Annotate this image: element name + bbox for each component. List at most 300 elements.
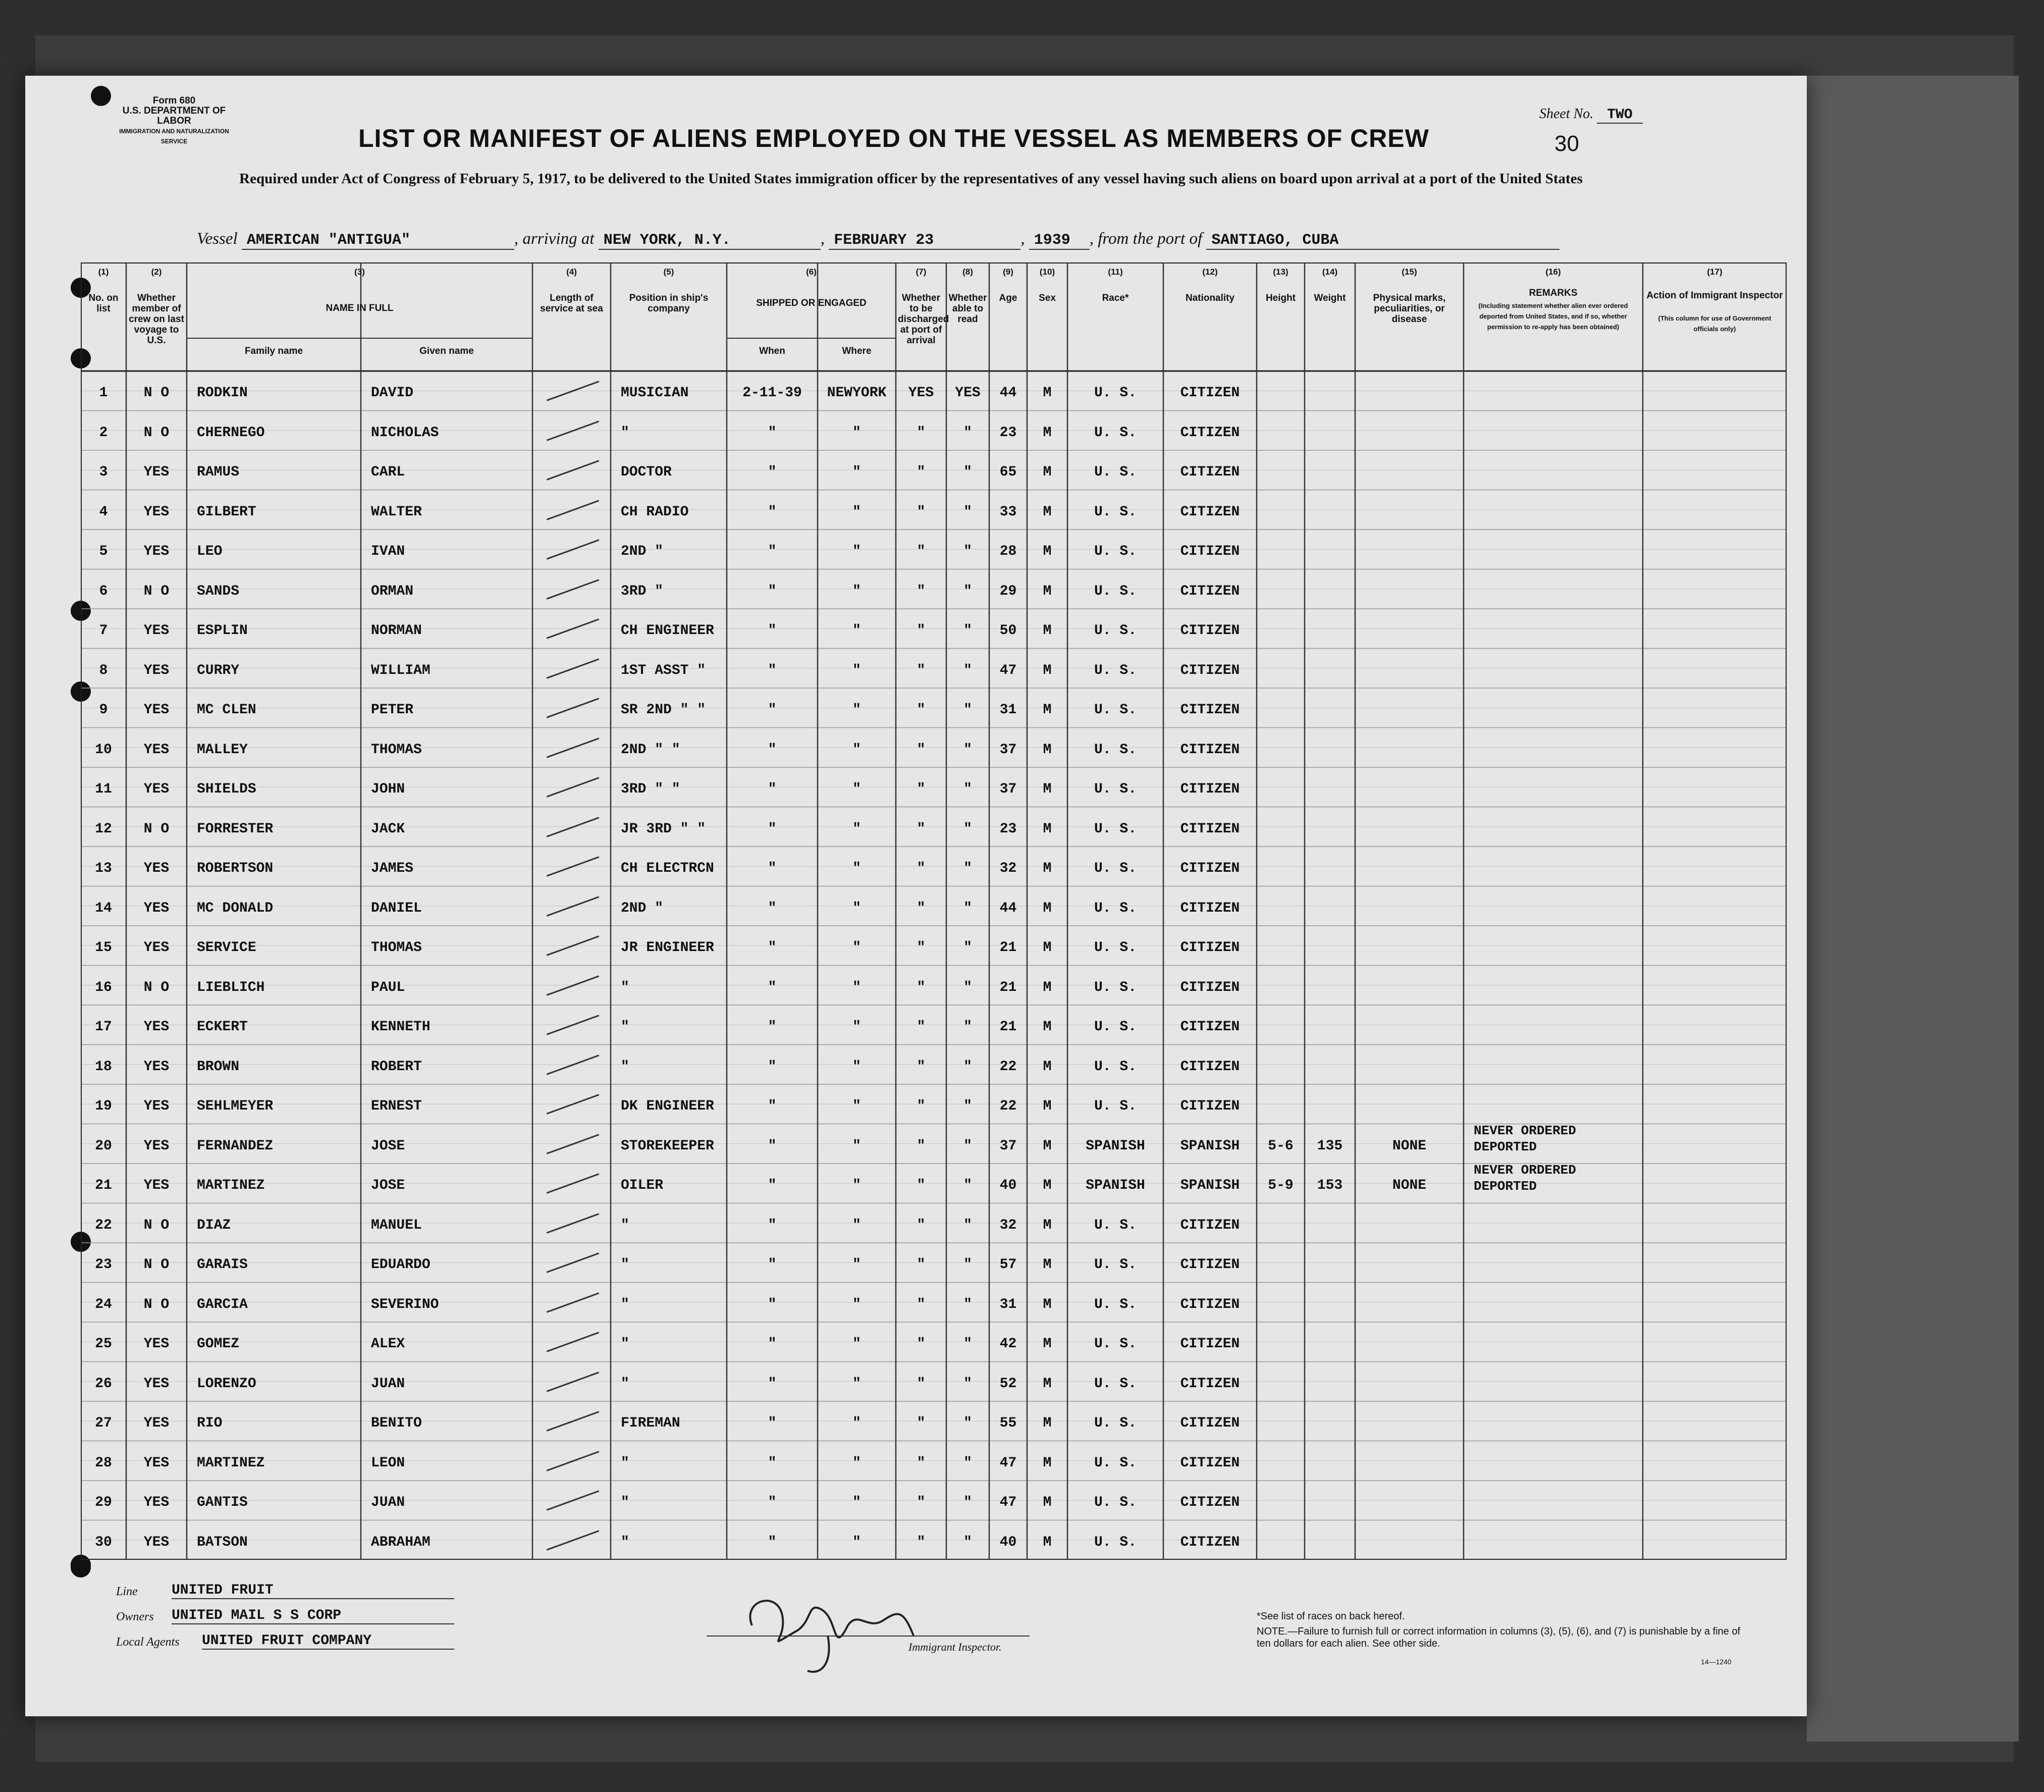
cell-sex: M	[1043, 702, 1052, 718]
column-header-remarks-note: (Including statement whether alien ever ordered deported from United States, and if so, whether permission to re-apply has been obtained)	[1478, 302, 1628, 331]
cell-when: "	[768, 1178, 777, 1193]
cell-position: CH RADIO	[621, 504, 689, 520]
cell-nationality: CITIZEN	[1180, 1415, 1240, 1431]
cell-position: "	[621, 1336, 629, 1352]
column-header-weight: Weight	[1314, 293, 1346, 303]
page-number: 30	[1554, 131, 1579, 156]
cell-discharged: "	[917, 1534, 926, 1550]
cell-nationality: CITIZEN	[1180, 1376, 1240, 1392]
cell-given: SEVERINO	[371, 1296, 439, 1312]
arrival-date: FEBRUARY 23	[829, 232, 1020, 250]
cell-last: YES	[143, 464, 170, 480]
cell-given: WALTER	[371, 504, 422, 520]
cell-sex: M	[1043, 623, 1052, 639]
cell-last: YES	[143, 1019, 170, 1035]
cell-nationality: CITIZEN	[1180, 821, 1240, 837]
cell-given: JAMES	[371, 861, 414, 876]
cell-position: "	[621, 1257, 629, 1273]
cell-given: JUAN	[371, 1376, 405, 1392]
cell-race: U. S.	[1094, 781, 1137, 797]
cell-race: U. S.	[1094, 1098, 1137, 1114]
inspector-label: Immigrant Inspector.	[908, 1641, 1002, 1653]
cell-nationality: SPANISH	[1180, 1178, 1240, 1193]
cell-discharged: "	[917, 821, 926, 837]
cell-family: FORRESTER	[197, 821, 274, 837]
column-header-family: Family name	[244, 346, 303, 356]
cell-read: "	[963, 1098, 972, 1114]
column-header-length: Length of service at sea	[540, 293, 603, 314]
cell-family: GOMEZ	[197, 1336, 240, 1352]
column-header-race: Race*	[1102, 293, 1129, 303]
cell-sex: M	[1043, 1217, 1052, 1233]
cell-family: ROBERTSON	[197, 861, 274, 876]
cell-age: 21	[999, 940, 1017, 956]
cell-nationality: CITIZEN	[1180, 1257, 1240, 1273]
column-header-when: When	[759, 346, 785, 356]
cell-position: 2ND " "	[621, 742, 680, 758]
cell-family: LORENZO	[197, 1376, 256, 1392]
cell-no: 5	[99, 544, 108, 559]
cell-age: 23	[999, 425, 1017, 441]
cell-discharged: YES	[908, 385, 934, 401]
cell-last: YES	[143, 1376, 170, 1392]
cell-remarks: NEVER ORDERED	[1474, 1163, 1576, 1178]
cell-sex: M	[1043, 1336, 1052, 1352]
vessel-label: Vessel	[197, 230, 238, 248]
column-header-discharged: Whether to be discharged at port of arrival	[898, 293, 949, 346]
cell-weight: 153	[1317, 1178, 1343, 1193]
cell-when: "	[768, 1098, 777, 1114]
cell-where: NEWYORK	[827, 385, 887, 401]
cell-given: JACK	[371, 821, 405, 837]
cell-read: "	[963, 1455, 972, 1471]
cell-race: SPANISH	[1086, 1138, 1145, 1154]
cell-when: "	[768, 861, 777, 876]
cell-position: 3RD "	[621, 583, 664, 599]
cell-discharged: "	[917, 583, 926, 599]
cell-read: "	[963, 1257, 972, 1273]
cell-position: "	[621, 1059, 629, 1075]
manifest-page	[25, 76, 1807, 1716]
signature-line	[707, 1636, 1030, 1637]
cell-discharged: "	[917, 464, 926, 480]
cell-sex: M	[1043, 583, 1052, 599]
column-header-sex: Sex	[1039, 293, 1056, 303]
column-header-nationality: Nationality	[1185, 293, 1235, 303]
cell-marks: NONE	[1392, 1138, 1427, 1154]
cell-age: 52	[999, 1376, 1017, 1392]
column-number: (7)	[916, 267, 927, 277]
cell-family: RAMUS	[197, 464, 240, 480]
cell-read: "	[963, 900, 972, 916]
cell-given: DANIEL	[371, 900, 422, 916]
cell-discharged: "	[917, 662, 926, 678]
cell-position: DOCTOR	[621, 464, 672, 480]
cell-where: "	[852, 1257, 861, 1273]
cell-sex: M	[1043, 821, 1052, 837]
cell-last: YES	[143, 544, 170, 559]
cell-last: N O	[143, 583, 170, 599]
cell-last: YES	[143, 1534, 170, 1550]
cell-read: "	[963, 1534, 972, 1550]
column-number: (6)	[806, 267, 817, 277]
column-header-given: Given name	[419, 346, 474, 356]
cell-no: 21	[95, 1178, 112, 1193]
cell-given: EDUARDO	[371, 1257, 431, 1273]
vessel-name: AMERICAN "ANTIGUA"	[242, 232, 514, 250]
cell-read: "	[963, 1336, 972, 1352]
cell-given: NORMAN	[371, 623, 422, 639]
cell-where: "	[852, 583, 861, 599]
cell-when: "	[768, 1019, 777, 1035]
cell-last: N O	[143, 425, 170, 441]
cell-position: JR ENGINEER	[621, 940, 714, 956]
column-number: (8)	[962, 267, 973, 277]
cell-no: 6	[99, 583, 108, 599]
cell-race: SPANISH	[1086, 1178, 1145, 1193]
cell-where: "	[852, 781, 861, 797]
cell-sex: M	[1043, 979, 1052, 995]
cell-nationality: CITIZEN	[1180, 940, 1240, 956]
column-header-age: Age	[999, 293, 1017, 303]
cell-where: "	[852, 861, 861, 876]
cell-no: 2	[99, 425, 108, 441]
cell-discharged: "	[917, 1415, 926, 1431]
column-number: (17)	[1707, 267, 1723, 277]
column-number: (4)	[566, 267, 577, 277]
cell-last: YES	[143, 1098, 170, 1114]
cell-family: GILBERT	[197, 504, 256, 520]
cell-race: U. S.	[1094, 821, 1137, 837]
cell-discharged: "	[917, 1336, 926, 1352]
cell-read: "	[963, 504, 972, 520]
column-header-position: Position in ship's company	[629, 293, 709, 314]
cell-age: 40	[999, 1534, 1017, 1550]
cell-no: 10	[95, 742, 112, 758]
cell-when: "	[768, 979, 777, 995]
cell-sex: M	[1043, 1376, 1052, 1392]
cell-when: "	[768, 1376, 777, 1392]
arrival-year: 1939	[1029, 232, 1090, 250]
cell-when: "	[768, 662, 777, 678]
cell-sex: M	[1043, 425, 1052, 441]
cell-no: 24	[95, 1296, 112, 1312]
cell-discharged: "	[917, 504, 926, 520]
cell-family: GARCIA	[197, 1296, 248, 1312]
cell-read: "	[963, 821, 972, 837]
cell-where: "	[852, 1059, 861, 1075]
cell-given: NICHOLAS	[371, 425, 439, 441]
cell-when: "	[768, 702, 777, 718]
cell-read: "	[963, 940, 972, 956]
cell-family: SANDS	[197, 583, 240, 599]
cell-position: "	[621, 1455, 629, 1471]
cell-no: 27	[95, 1415, 112, 1431]
cell-given: PAUL	[371, 979, 405, 995]
cell-last: N O	[143, 821, 170, 837]
cell-race: U. S.	[1094, 623, 1137, 639]
cell-when: 2-11-39	[742, 385, 802, 401]
cell-given: JUAN	[371, 1495, 405, 1510]
cell-nationality: CITIZEN	[1180, 1534, 1240, 1550]
cell-read: "	[963, 662, 972, 678]
cell-sex: M	[1043, 662, 1052, 678]
column-header-remarks: REMARKS	[1529, 288, 1578, 298]
cell-last: N O	[143, 1257, 170, 1273]
column-number: (5)	[663, 267, 674, 277]
cell-read: "	[963, 979, 972, 995]
cell-read: "	[963, 1059, 972, 1075]
cell-no: 23	[95, 1257, 112, 1273]
cell-discharged: "	[917, 742, 926, 758]
cell-position: 3RD " "	[621, 781, 680, 797]
cell-sex: M	[1043, 1495, 1052, 1510]
cell-nationality: CITIZEN	[1180, 979, 1240, 995]
cell-no: 12	[95, 821, 112, 837]
cell-race: U. S.	[1094, 1059, 1137, 1075]
cell-position: STOREKEEPER	[621, 1138, 714, 1154]
cell-when: "	[768, 623, 777, 639]
cell-position: "	[621, 425, 629, 441]
cell-race: U. S.	[1094, 504, 1137, 520]
cell-given: DAVID	[371, 385, 414, 401]
cell-family: MARTINEZ	[197, 1178, 265, 1193]
column-number: (3)	[354, 267, 365, 277]
crew-table	[81, 262, 1787, 1560]
column-header-action: Action of Immigrant Inspector	[1646, 290, 1783, 301]
cell-given: PETER	[371, 702, 414, 718]
agents-label: Local Agents	[116, 1636, 180, 1649]
column-number: (10)	[1039, 267, 1055, 277]
cell-where: "	[852, 1415, 861, 1431]
cell-last: YES	[143, 702, 170, 718]
cell-given: THOMAS	[371, 742, 422, 758]
cell-position: "	[621, 1296, 629, 1312]
cell-sex: M	[1043, 1098, 1052, 1114]
cell-sex: M	[1043, 385, 1052, 401]
cell-where: "	[852, 1138, 861, 1154]
cell-age: 44	[999, 385, 1017, 401]
cell-race: U. S.	[1094, 742, 1137, 758]
cell-read: "	[963, 583, 972, 599]
cell-position: FIREMAN	[621, 1415, 680, 1431]
cell-nationality: CITIZEN	[1180, 1217, 1240, 1233]
cell-position: "	[621, 1217, 629, 1233]
cell-race: U. S.	[1094, 1257, 1137, 1273]
cell-when: "	[768, 1495, 777, 1510]
cell-nationality: CITIZEN	[1180, 1059, 1240, 1075]
cell-family: SHIELDS	[197, 781, 256, 797]
cell-where: "	[852, 1178, 861, 1193]
cell-where: "	[852, 702, 861, 718]
from-port-label: from the port of	[1098, 230, 1203, 248]
cell-given: WILLIAM	[371, 662, 431, 678]
cell-last: YES	[143, 940, 170, 956]
cell-race: U. S.	[1094, 702, 1137, 718]
cell-discharged: "	[917, 544, 926, 559]
column-header-read: Whether able to read	[948, 293, 987, 325]
cell-read: "	[963, 1415, 972, 1431]
from-port: SANTIAGO, CUBA	[1206, 232, 1559, 250]
cell-age: 50	[999, 623, 1017, 639]
cell-age: 57	[999, 1257, 1017, 1273]
cell-nationality: SPANISH	[1180, 1138, 1240, 1154]
cell-last: YES	[143, 662, 170, 678]
cell-family: GANTIS	[197, 1495, 248, 1510]
cell-age: 31	[999, 1296, 1017, 1312]
cell-nationality: CITIZEN	[1180, 1098, 1240, 1114]
cell-no: 19	[95, 1098, 112, 1114]
cell-nationality: CITIZEN	[1180, 742, 1240, 758]
cell-no: 3	[99, 464, 108, 480]
background-strip	[1807, 76, 2019, 1742]
cell-no: 1	[99, 385, 108, 401]
column-number: (11)	[1108, 267, 1123, 277]
form-number: Form 680	[152, 95, 196, 106]
cell-age: 32	[999, 1217, 1017, 1233]
cell-read: "	[963, 702, 972, 718]
cell-sex: M	[1043, 544, 1052, 559]
cell-given: KENNETH	[371, 1019, 431, 1035]
cell-given: JOSE	[371, 1178, 405, 1193]
cell-age: 22	[999, 1059, 1017, 1075]
cell-given: BENITO	[371, 1415, 422, 1431]
sheet-label: Sheet No.	[1539, 106, 1594, 122]
cell-when: "	[768, 900, 777, 916]
cell-discharged: "	[917, 781, 926, 797]
cell-no: 25	[95, 1336, 112, 1352]
cell-last: N O	[143, 385, 170, 401]
cell-sex: M	[1043, 1534, 1052, 1550]
cell-sex: M	[1043, 742, 1052, 758]
inspector-signature	[732, 1580, 944, 1681]
cell-discharged: "	[917, 425, 926, 441]
cell-last: YES	[143, 623, 170, 639]
cell-discharged: "	[917, 1217, 926, 1233]
cell-given: LEON	[371, 1455, 405, 1471]
cell-last: YES	[143, 781, 170, 797]
cell-read: "	[963, 861, 972, 876]
cell-age: 55	[999, 1415, 1017, 1431]
cell-when: "	[768, 742, 777, 758]
cell-given: ABRAHAM	[371, 1534, 431, 1550]
cell-race: U. S.	[1094, 861, 1137, 876]
cell-nationality: CITIZEN	[1180, 425, 1240, 441]
cell-position: MUSICIAN	[621, 385, 689, 401]
cell-position: JR 3RD " "	[621, 821, 706, 837]
cell-when: "	[768, 464, 777, 480]
cell-sex: M	[1043, 1257, 1052, 1273]
cell-weight: 135	[1317, 1138, 1343, 1154]
cell-race: U. S.	[1094, 940, 1137, 956]
cell-sex: M	[1043, 464, 1052, 480]
cell-discharged: "	[917, 861, 926, 876]
cell-family: MALLEY	[197, 742, 248, 758]
cell-no: 14	[95, 900, 112, 916]
cell-race: U. S.	[1094, 1376, 1137, 1392]
cell-no: 9	[99, 702, 108, 718]
cell-nationality: CITIZEN	[1180, 504, 1240, 520]
cell-race: U. S.	[1094, 1336, 1137, 1352]
form-code: 14—1240	[1701, 1658, 1732, 1666]
cell-sex: M	[1043, 1415, 1052, 1431]
cell-race: U. S.	[1094, 1296, 1137, 1312]
cell-given: JOSE	[371, 1138, 405, 1154]
column-header-height: Height	[1265, 293, 1296, 303]
cell-remarks: DEPORTED	[1474, 1179, 1537, 1194]
cell-where: "	[852, 940, 861, 956]
cell-no: 7	[99, 623, 108, 639]
owners-value: UNITED MAIL S S CORP	[172, 1608, 454, 1624]
cell-family: LEO	[197, 544, 223, 559]
cell-where: "	[852, 979, 861, 995]
cell-discharged: "	[917, 1019, 926, 1035]
column-header-shipped: SHIPPED OR ENGAGED	[756, 298, 867, 308]
cell-position: 2ND "	[621, 544, 664, 559]
penalty-note: NOTE.—Failure to furnish full or correct information in columns (3), (5), (6), and (7) is punishable by a fine of ten dollars for each alien. See other side.	[1257, 1626, 1741, 1649]
cell-nationality: CITIZEN	[1180, 623, 1240, 639]
binder-hole	[91, 86, 111, 106]
cell-family: FERNANDEZ	[197, 1138, 274, 1154]
cell-family: MC CLEN	[197, 702, 256, 718]
cell-where: "	[852, 662, 861, 678]
cell-position: DK ENGINEER	[621, 1098, 714, 1114]
cell-family: CURRY	[197, 662, 240, 678]
cell-race: U. S.	[1094, 544, 1137, 559]
cell-last: YES	[143, 1495, 170, 1510]
cell-race: U. S.	[1094, 1455, 1137, 1471]
cell-sex: M	[1043, 1296, 1052, 1312]
cell-race: U. S.	[1094, 662, 1137, 678]
cell-given: IVAN	[371, 544, 405, 559]
column-number: (12)	[1202, 267, 1218, 277]
line-label: Line	[116, 1585, 138, 1598]
cell-no: 30	[95, 1534, 112, 1550]
cell-age: 40	[999, 1178, 1017, 1193]
page-subtitle: Required under Act of Congress of February 5, 1917, to be delivered to the United States immigration officer by the representatives of any vessel having such aliens on board upon arrival at a port of the United States	[239, 171, 1583, 187]
cell-last: YES	[143, 1336, 170, 1352]
cell-nationality: CITIZEN	[1180, 1455, 1240, 1471]
cell-sex: M	[1043, 861, 1052, 876]
cell-read: "	[963, 1019, 972, 1035]
cell-sex: M	[1043, 900, 1052, 916]
sheet-value: TWO	[1597, 107, 1642, 124]
cell-when: "	[768, 940, 777, 956]
cell-position: 2ND "	[621, 900, 664, 916]
cell-race: U. S.	[1094, 583, 1137, 599]
cell-age: 37	[999, 1138, 1017, 1154]
cell-where: "	[852, 623, 861, 639]
cell-age: 44	[999, 900, 1017, 916]
cell-discharged: "	[917, 1495, 926, 1510]
cell-last: YES	[143, 861, 170, 876]
cell-race: U. S.	[1094, 425, 1137, 441]
cell-age: 29	[999, 583, 1017, 599]
cell-age: 47	[999, 1495, 1017, 1510]
cell-race: U. S.	[1094, 900, 1137, 916]
cell-position: CH ENGINEER	[621, 623, 714, 639]
cell-family: SERVICE	[197, 940, 256, 956]
cell-read: "	[963, 1178, 972, 1193]
cell-given: ROBERT	[371, 1059, 422, 1075]
cell-when: "	[768, 781, 777, 797]
cell-discharged: "	[917, 1376, 926, 1392]
cell-position: 1ST ASST "	[621, 662, 706, 678]
column-header-name: NAME IN FULL	[326, 303, 394, 313]
cell-given: JOHN	[371, 781, 405, 797]
cell-when: "	[768, 1534, 777, 1550]
cell-sex: M	[1043, 781, 1052, 797]
